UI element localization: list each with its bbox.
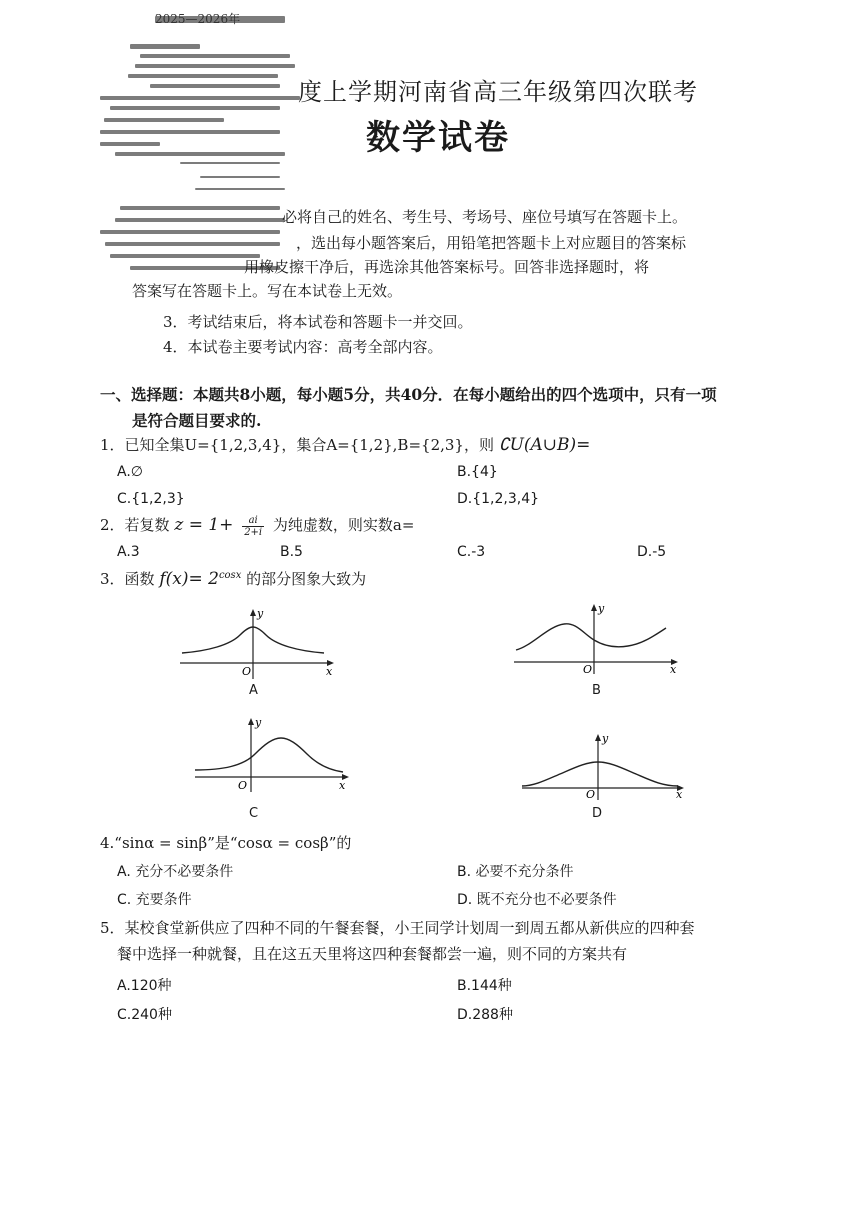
q2-option-c[interactable]: C.-3 xyxy=(457,544,486,560)
year-line: 2025—2026年 xyxy=(155,12,241,26)
fraction-denominator: 2+i xyxy=(244,526,263,538)
section-heading-cont: 是符合题目要求的. xyxy=(132,411,262,430)
graph-c[interactable] xyxy=(193,714,353,794)
question-1-stem xyxy=(100,434,590,455)
q1-option-c[interactable]: C.{1,2,3} xyxy=(117,491,185,507)
q5-option-a[interactable]: A.120种 xyxy=(117,978,172,994)
graph-c-label: C xyxy=(249,806,259,821)
graph-b-label: B xyxy=(592,683,601,698)
y-label: y xyxy=(257,607,264,620)
x-label: x xyxy=(326,665,333,678)
graph-a[interactable] xyxy=(178,605,338,680)
y-axis-arrow-icon xyxy=(250,609,256,616)
section-heading: 一、选择题：本题共8小题，每小题5分，共40分．在每小题给出的四个选项中，只有一项 xyxy=(100,385,717,404)
q4-option-c[interactable]: C. 充要条件 xyxy=(117,892,192,908)
q5-option-d[interactable]: D.288种 xyxy=(457,1007,513,1023)
question-2-fraction xyxy=(242,515,264,538)
question-2-text-post: 为纯虚数，则实数a= xyxy=(272,516,415,534)
question-1-text: 1．已知全集U={1,2,3,4}，集合A={1,2},B={2,3}，则 xyxy=(100,436,494,454)
subject-title: 数学试卷 xyxy=(366,118,510,158)
q4-option-a[interactable]: A. 充分不必要条件 xyxy=(117,864,234,880)
y-label: y xyxy=(255,716,262,729)
note-line-3: 用橡皮擦干净后，再选涂其他答案标号。回答非选择题时，将 xyxy=(244,258,650,276)
question-3-stem xyxy=(100,568,366,589)
exam-title: 度上学期河南省高三年级第四次联考 xyxy=(298,78,698,106)
origin-label: O xyxy=(586,788,596,801)
y-axis-arrow-icon xyxy=(248,718,254,725)
question-5-stem-line-1: 5．某校食堂新供应了四种不同的午餐套餐，小王同学计划周一到周五都从新供应的四种套 xyxy=(100,919,695,937)
fraction-numerator: ai xyxy=(242,515,264,527)
q1-option-a[interactable]: A.∅ xyxy=(117,464,143,480)
note-line-2: ，选出每小题答案后，用铅笔把答题卡上对应题目的答案标 xyxy=(296,234,687,252)
y-axis-arrow-icon xyxy=(591,604,597,611)
note-line-6: 4．本试卷主要考试内容：高考全部内容。 xyxy=(163,338,443,356)
q5-option-c[interactable]: C.240种 xyxy=(117,1007,172,1023)
q1-option-b[interactable]: B.{4} xyxy=(457,464,498,480)
note-line-1: 必将自己的姓名、考生号、考场号、座位号填写在答题卡上。 xyxy=(282,208,688,226)
question-2-expression: z = 1+ xyxy=(174,515,234,535)
note-line-4: 答案写在答题卡上。写在本试卷上无效。 xyxy=(132,282,403,300)
question-4-stem: 4.“sinα = sinβ”是“cosα = cosβ”的 xyxy=(100,834,352,852)
curve xyxy=(522,762,678,786)
y-axis-arrow-icon xyxy=(595,734,601,741)
graph-d-label: D xyxy=(592,806,603,821)
graph-b[interactable] xyxy=(512,600,682,675)
question-3-text-post: 的部分图象大致为 xyxy=(246,570,367,588)
q2-option-d[interactable]: D.-5 xyxy=(637,544,667,560)
q5-option-b[interactable]: B.144种 xyxy=(457,978,512,994)
x-label: x xyxy=(670,663,677,675)
q4-option-d[interactable]: D. 既不充分也不必要条件 xyxy=(457,892,617,908)
question-2-stem xyxy=(100,514,414,538)
question-2-text-pre: 2．若复数 xyxy=(100,516,170,534)
q1-option-d[interactable]: D.{1,2,3,4} xyxy=(457,491,540,507)
y-label: y xyxy=(598,602,605,615)
x-label: x xyxy=(339,779,346,792)
q2-option-a[interactable]: A.3 xyxy=(117,544,140,560)
question-3-exponent: cosx xyxy=(218,570,242,581)
origin-label: O xyxy=(238,779,248,792)
question-1-expression: ∁U(A∪B)= xyxy=(498,435,591,455)
question-5-stem-line-2: 餐中选择一种就餐，且在这五天里将这四种套餐都尝一遍，则不同的方案共有 xyxy=(117,945,628,963)
question-3-expression: f(x)= 2 xyxy=(159,569,219,589)
question-3-text-pre: 3．函数 xyxy=(100,570,155,588)
y-label: y xyxy=(602,732,609,745)
q4-option-b[interactable]: B. 必要不充分条件 xyxy=(457,864,574,880)
x-label: x xyxy=(676,788,683,801)
origin-label: O xyxy=(242,665,252,678)
origin-label: O xyxy=(583,663,593,675)
q2-option-b[interactable]: B.5 xyxy=(280,544,303,560)
graph-d[interactable] xyxy=(520,732,690,802)
graph-a-label: A xyxy=(249,683,258,698)
note-line-5: 3．考试结束后，将本试卷和答题卡一并交回。 xyxy=(163,313,473,331)
curve xyxy=(195,738,343,772)
curve xyxy=(516,624,666,650)
